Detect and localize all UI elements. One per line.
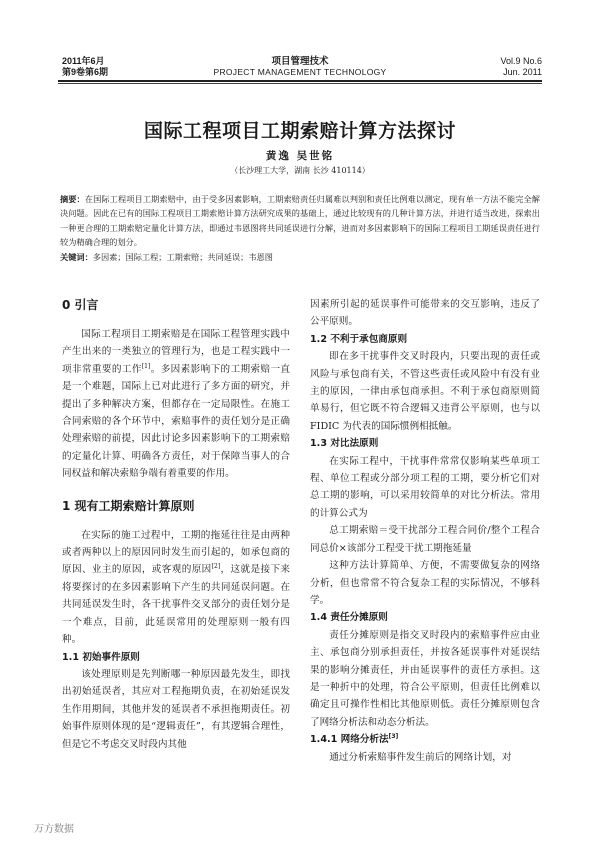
section-1-paragraph xyxy=(62,527,290,649)
header-rule-thin xyxy=(58,83,542,84)
section-1-3-heading: 1.3 对比法原则 xyxy=(310,438,379,450)
journal-name-cn: 项目管理技术 xyxy=(271,56,329,67)
section-0-paragraph xyxy=(62,326,290,483)
paper-authors: 黄逸 吴世铭 xyxy=(265,150,335,162)
citation-2: [2] xyxy=(211,563,221,571)
section-1-4-paragraph: 责任分摊原则是指交叉时段内的索赔事件应由业主、承包商分别承担责任，并按各延误事件对延误结果的影响分摊责任，并由延误事件的责任方承担。这是一种折中的处理，符合公平原则，但责任比例难以确定且可操作性相比其他原则低。责任分摊原则包含了网络分析法和动态分析法。 xyxy=(310,629,540,728)
keywords xyxy=(60,250,540,264)
section-1-3-paragraph-2: 这种方法计算简单、方便，不需要做复杂的网络分析，但也常常不符合复杂工程的实际情况，不够科学。 xyxy=(310,560,540,606)
section-0-text-a: 国际工程项目工期索赔是在国际工程管理实践中产生出来的一类独立的管理行为，也是工程实践中一项非常重要的工作 xyxy=(62,329,290,375)
section-1-3-formula: 总工期索赔＝受干扰部分工程合同价/整个工程合同总价×该部分工程受干扰工期拖延量 xyxy=(310,525,540,554)
header-vol-no: Vol.9 No.6 xyxy=(500,56,542,66)
citation-3: [3] xyxy=(388,732,399,740)
keywords-label: 关键词： xyxy=(60,251,93,262)
header-date: 2011年6月 xyxy=(62,56,105,66)
left-column xyxy=(62,296,290,753)
section-1-4-1-paragraph: 通过分析索赔事件发生前后的网络计划，对 xyxy=(329,751,512,763)
section-1-heading: 1 现有工期索赔计算原则 xyxy=(62,498,195,513)
journal-name-en: PROJECT MANAGEMENT TECHNOLOGY xyxy=(213,67,387,77)
header-rule-thick xyxy=(58,80,542,82)
watermark: 万方数据 xyxy=(34,824,74,835)
abstract xyxy=(60,192,540,264)
section-1-4-1-title: 1.4.1 网络分析法 xyxy=(310,734,389,746)
section-1-3-paragraph: 在实际工程中，干扰事件常常仅影响某些单项工程、单位工程或分部分项工程的工期，要分析它们对总工期的影响，可以采用较简单的对比分析法。常用的计算公式为 xyxy=(310,455,540,519)
section-0-heading: 0 引言 xyxy=(62,298,99,312)
section-1-2-paragraph: 即在多干扰事件交叉时段内，只要出现的责任或风险与承包商有关，不管这些责任或风险中有没有业主的原因，一律由承包商承担。不利于承包商原则简单易行，但它既不符合逻辑又违背公平原则，也与以 FIDIC 为代表的国际惯例相抵触。 xyxy=(310,351,540,432)
abstract-body xyxy=(60,192,540,250)
section-1-text-a: 在实际的施工过程中，工期的拖延往往是由两种或者两种以上的原因同时发生而引起的，如承包商的原因、业主的原因，或客观的原因 xyxy=(62,529,290,576)
section-1-1-paragraph: 该处理原则是先判断哪一种原因最先发生，即找出初始延误者，其应对工程拖期负责，在初始延误发生作用期间，其他并发的延误者不承担拖期责任。初始事件原则体现的是“逻辑责任”，有其逻辑合理性，但是它不考虑交叉时段内其他 xyxy=(62,668,290,750)
section-0-text-b: 。多因素影响下的工期索赔一直是一个难题，国际上已对此进行了多方面的研究，并提出了多种解决方案，但都存在一定局限性。在施工合同索赔的各个环节中，索赔事件的责任划分是正确处理索赔的前提，因此讨论多因素影响下的工期索赔的定量化计算、明确各方责任，对于保障当事人的合同权益和解决索赔争端有着重要的作用。 xyxy=(62,363,291,480)
header-vol-date-en xyxy=(500,56,542,78)
section-1-text-b: ，这就是接下来将要探讨的在多因素影响下产生的共同延误问题。在共同延误发生时，各干扰事件交叉部分的责任划分是一个难点，目前，此延误常用的处理原则一般有四种。 xyxy=(62,564,291,646)
continued-paragraph: 因素所引起的延误事件可能带来的交互影响，违反了公平原则。 xyxy=(310,299,540,328)
paper-affiliation: （长沙理工大学，湖南 长沙 410114） xyxy=(230,166,370,175)
section-1-4-heading: 1.4 责任分摊原则 xyxy=(310,612,388,624)
abstract-text: 在国际工程项目工期索赔中，由于受多因素影响，工期索赔责任归属难以判别和责任比例难以测定，现有单一方法不能完全解决问题。因此在已有的国际工程项目工期索赔计算方法研究成果的基础上，通过比较现有的几种计算方法，并进行适当改进，探索出一种更合理的工期索赔定量化计算方法，即通过韦恩图将共同延误进行分解，进而对多因素影响下的国际工程项目工期延误责任进行较为精确合理的划分。 xyxy=(60,194,540,248)
paper-title: 国际工程项目工期索赔计算方法探讨 xyxy=(143,120,456,142)
section-1-4-1-heading xyxy=(310,731,540,748)
keywords-text: 多因素；国际工程；工期索赔；共同延误；韦恩图 xyxy=(92,251,273,262)
header-date-en: Jun. 2011 xyxy=(503,67,542,77)
citation-1: [1] xyxy=(141,362,151,370)
section-1-2-heading: 1.2 不利于承包商原则 xyxy=(310,333,408,345)
right-column xyxy=(310,296,540,766)
header-volume-issue: 第9卷第6期 xyxy=(62,67,109,77)
abstract-label: 摘要： xyxy=(60,194,85,204)
section-1-1-heading: 1.1 初始事件原则 xyxy=(62,651,140,663)
